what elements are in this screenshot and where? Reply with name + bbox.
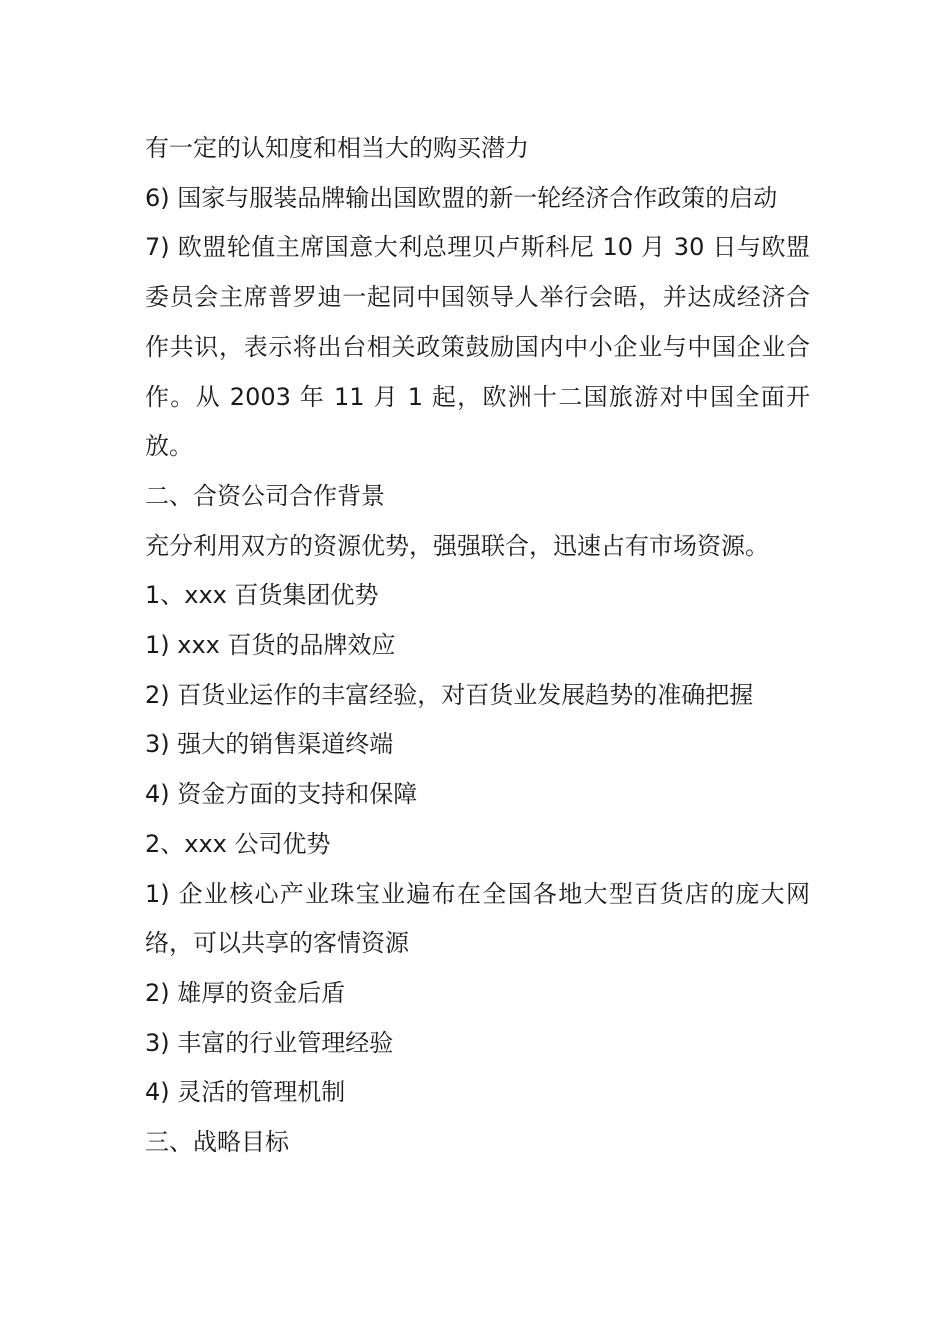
paragraph-item-6-eu-policy: 6) 国家与服装品牌输出国欧盟的新一轮经济合作政策的启动 [145, 183, 778, 212]
list-item-strong-funding: 2) 雄厚的资金后盾 [145, 978, 346, 1007]
list-item-management-experience: 3) 丰富的行业管理经验 [145, 1028, 394, 1057]
paragraph-resource-advantage: 充分利用双方的资源优势，强强联合，迅速占有市场资源。 [145, 531, 769, 560]
paragraph-purchase-potential: 有一定的认知度和相当大的购买潜力 [145, 134, 529, 162]
list-item-brand-effect: 1) xxx 百货的品牌效应 [145, 631, 396, 660]
subheading-company-advantages: 2、xxx 公司优势 [145, 829, 331, 858]
paragraph-item-7-eu-meeting: 7) 欧盟轮值主席国意大利总理贝卢斯科尼 10 月 30 日与欧盟委员会主席普罗迪一起同中国领导人举行会晤，并达成经济合作共识，表示将出台相关政策鼓励国内中小企业与中国企业合作。从 2003 年 11 月 1 起，欧洲十二国旅游对中国全面开放。 [145, 233, 810, 461]
list-item-capital-support: 4) 资金方面的支持和保障 [145, 780, 418, 809]
section-heading-strategic-goals: 三、战略目标 [145, 1128, 289, 1157]
list-item-flexible-mechanism: 4) 灵活的管理机制 [145, 1078, 346, 1107]
document-body [145, 124, 810, 1168]
section-heading-jv-background: 二、合资公司合作背景 [145, 481, 385, 510]
list-item-sales-channels: 3) 强大的销售渠道终端 [145, 730, 394, 759]
list-item-jewelry-network: 1) 企业核心产业珠宝业遍布在全国各地大型百货店的庞大网络，可以共享的客情资源 [145, 879, 810, 958]
subheading-dept-store-advantages: 1、xxx 百货集团优势 [145, 581, 379, 610]
list-item-operating-experience: 2) 百货业运作的丰富经验，对百货业发展趋势的准确把握 [145, 680, 754, 709]
